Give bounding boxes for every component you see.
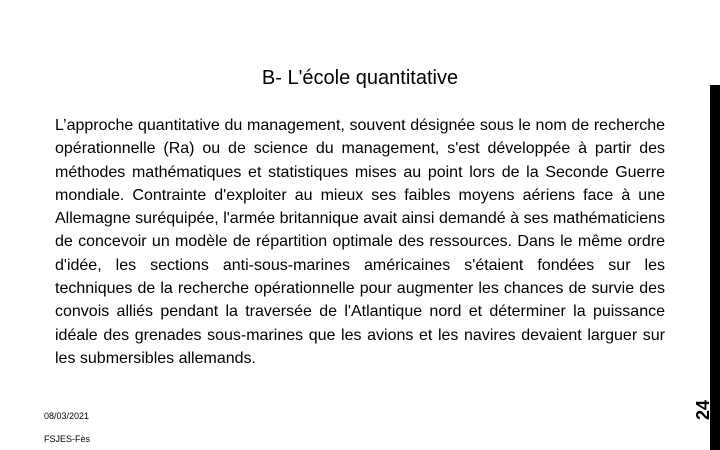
footer-source: FSJES-Fès	[44, 434, 91, 444]
slide-body-text: L’approche quantitative du management, souvent désignée sous le nom de recherche opérationnelle (Ra) ou de science du management, s'est développée à partir des méthodes mathématiques et statistiques mises au point lors de la Seconde Guerre mondiale. Contrainte d'exploiter au mieux ses faibles moyens aériens face à une Allemagne suréquipée, l'armée britannique avait ainsi demandé à ses mathématiciens de concevoir un modèle de répartition optimale des ressources. Dans le même ordre d'idée, les sections anti-sous-marines américaines s'étaient fondées sur les techniques de la recherche opérationnelle pour augmenter les chances de survie des convois alliés pendant la traversée de l'Atlantique nord et déterminer la puissance idéale des grenades sous-marines que les avions et les navires devaient larguer sur les submersibles allemands.	[55, 117, 665, 367]
slide-title: B- L'école quantitative	[261, 67, 459, 89]
page-number: 24	[693, 399, 713, 421]
footer-date: 08/03/2021	[44, 411, 90, 421]
